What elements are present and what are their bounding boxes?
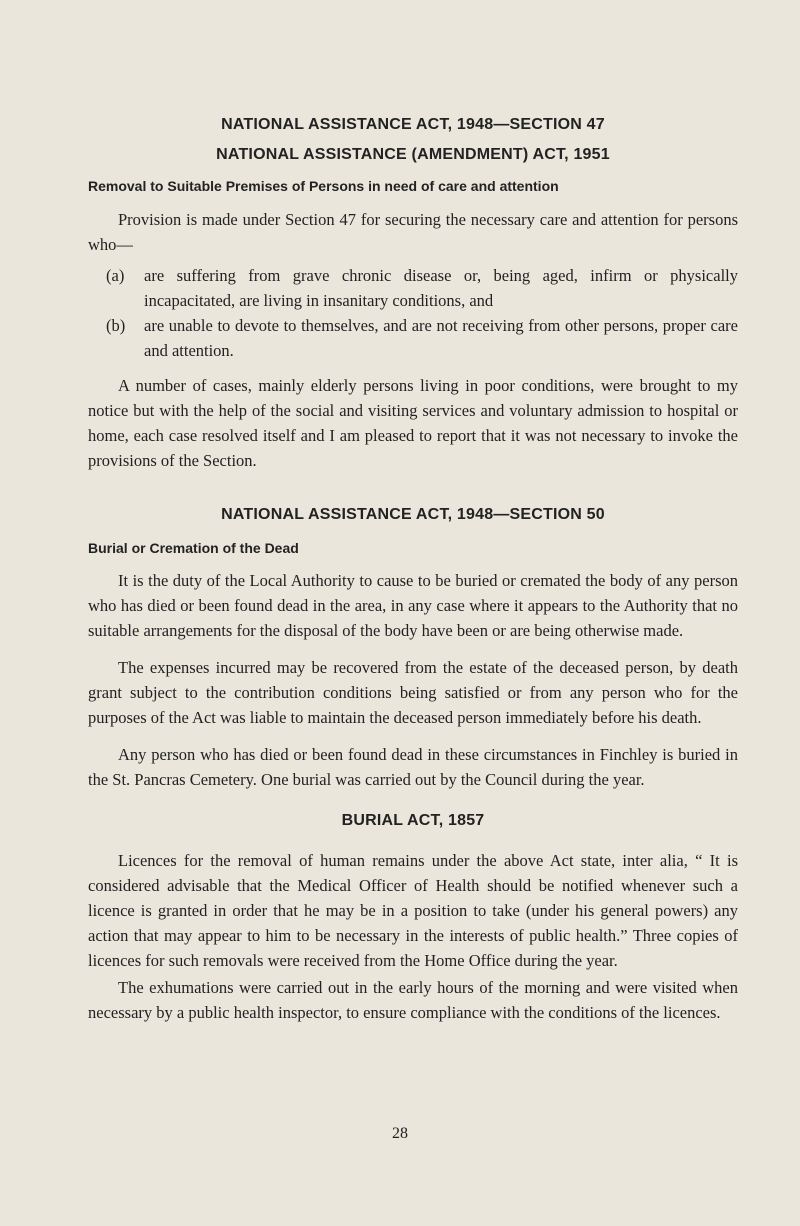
page-number: 28 — [392, 1125, 408, 1142]
list-item-b — [88, 313, 738, 363]
section-47-heading: NATIONAL ASSISTANCE ACT, 1948—SECTION 47 — [221, 116, 605, 133]
burial-act-heading: BURIAL ACT, 1857 — [341, 812, 485, 829]
list-text-b: are unable to devote to themselves, and are not receiving from other persons, proper care and attention. — [144, 316, 738, 360]
amendment-act-heading: NATIONAL ASSISTANCE (AMENDMENT) ACT, 1951 — [216, 146, 610, 163]
section-47-paragraph: A number of cases, mainly elderly persons living in poor conditions, were brought to my notice but with the help of the social and visiting services and voluntary admission to hospital or home, each case resolved itself and I am pleased to report that it was not necessary to invoke the provisions of the Section. — [88, 376, 738, 470]
list-marker-b: (b) — [106, 316, 126, 335]
section-50-paragraph-3: Any person who has died or been found dead in these circumstances in Finchley is buried in the St. Pancras Cemetery. One burial was carried out by the Council during the year. — [88, 745, 738, 789]
burial-subheading: Burial or Cremation of the Dead — [88, 540, 299, 556]
list-item-a — [88, 263, 738, 313]
burial-act-paragraph-2: The exhumations were carried out in the early hours of the morning and were visited when necessary by a public health inspector, to ensure compliance with the conditions of the licences. — [88, 978, 738, 1022]
section-50-paragraph-1: It is the duty of the Local Authority to cause to be buried or cremated the body of any person who has died or been found dead in the area, in any case where it appears to the Authority that no suitable arrangements for the disposal of the body have been or are being otherwise made. — [88, 571, 738, 640]
section-47-intro: Provision is made under Section 47 for securing the necessary care and attention for persons who— — [88, 210, 738, 254]
section-50-heading: NATIONAL ASSISTANCE ACT, 1948—SECTION 50 — [221, 506, 605, 523]
list-text-a: are suffering from grave chronic disease or, being aged, infirm or physically incapacitated, are living in insanitary conditions, and — [144, 266, 738, 310]
list-marker-a: (a) — [106, 266, 125, 285]
section-50-paragraph-2: The expenses incurred may be recovered from the estate of the deceased person, by death grant subject to the contribution conditions being satisfied or from any person who for the purposes of the Act was liable to maintain the deceased person immediately before his death. — [88, 658, 738, 727]
burial-act-paragraph-1: Licences for the removal of human remains under the above Act state, inter alia, “ It is considered advisable that the Medical Officer of Health should be notified whenever such a licence is granted in order that he may be in a position to take (under his general powers) any action that may appear to him to be necessary in the interests of public health.” Three copies of licences for such removals were received from the Home Office during the year. — [88, 851, 738, 970]
removal-subheading: Removal to Suitable Premises of Persons in need of care and attention — [88, 178, 559, 194]
